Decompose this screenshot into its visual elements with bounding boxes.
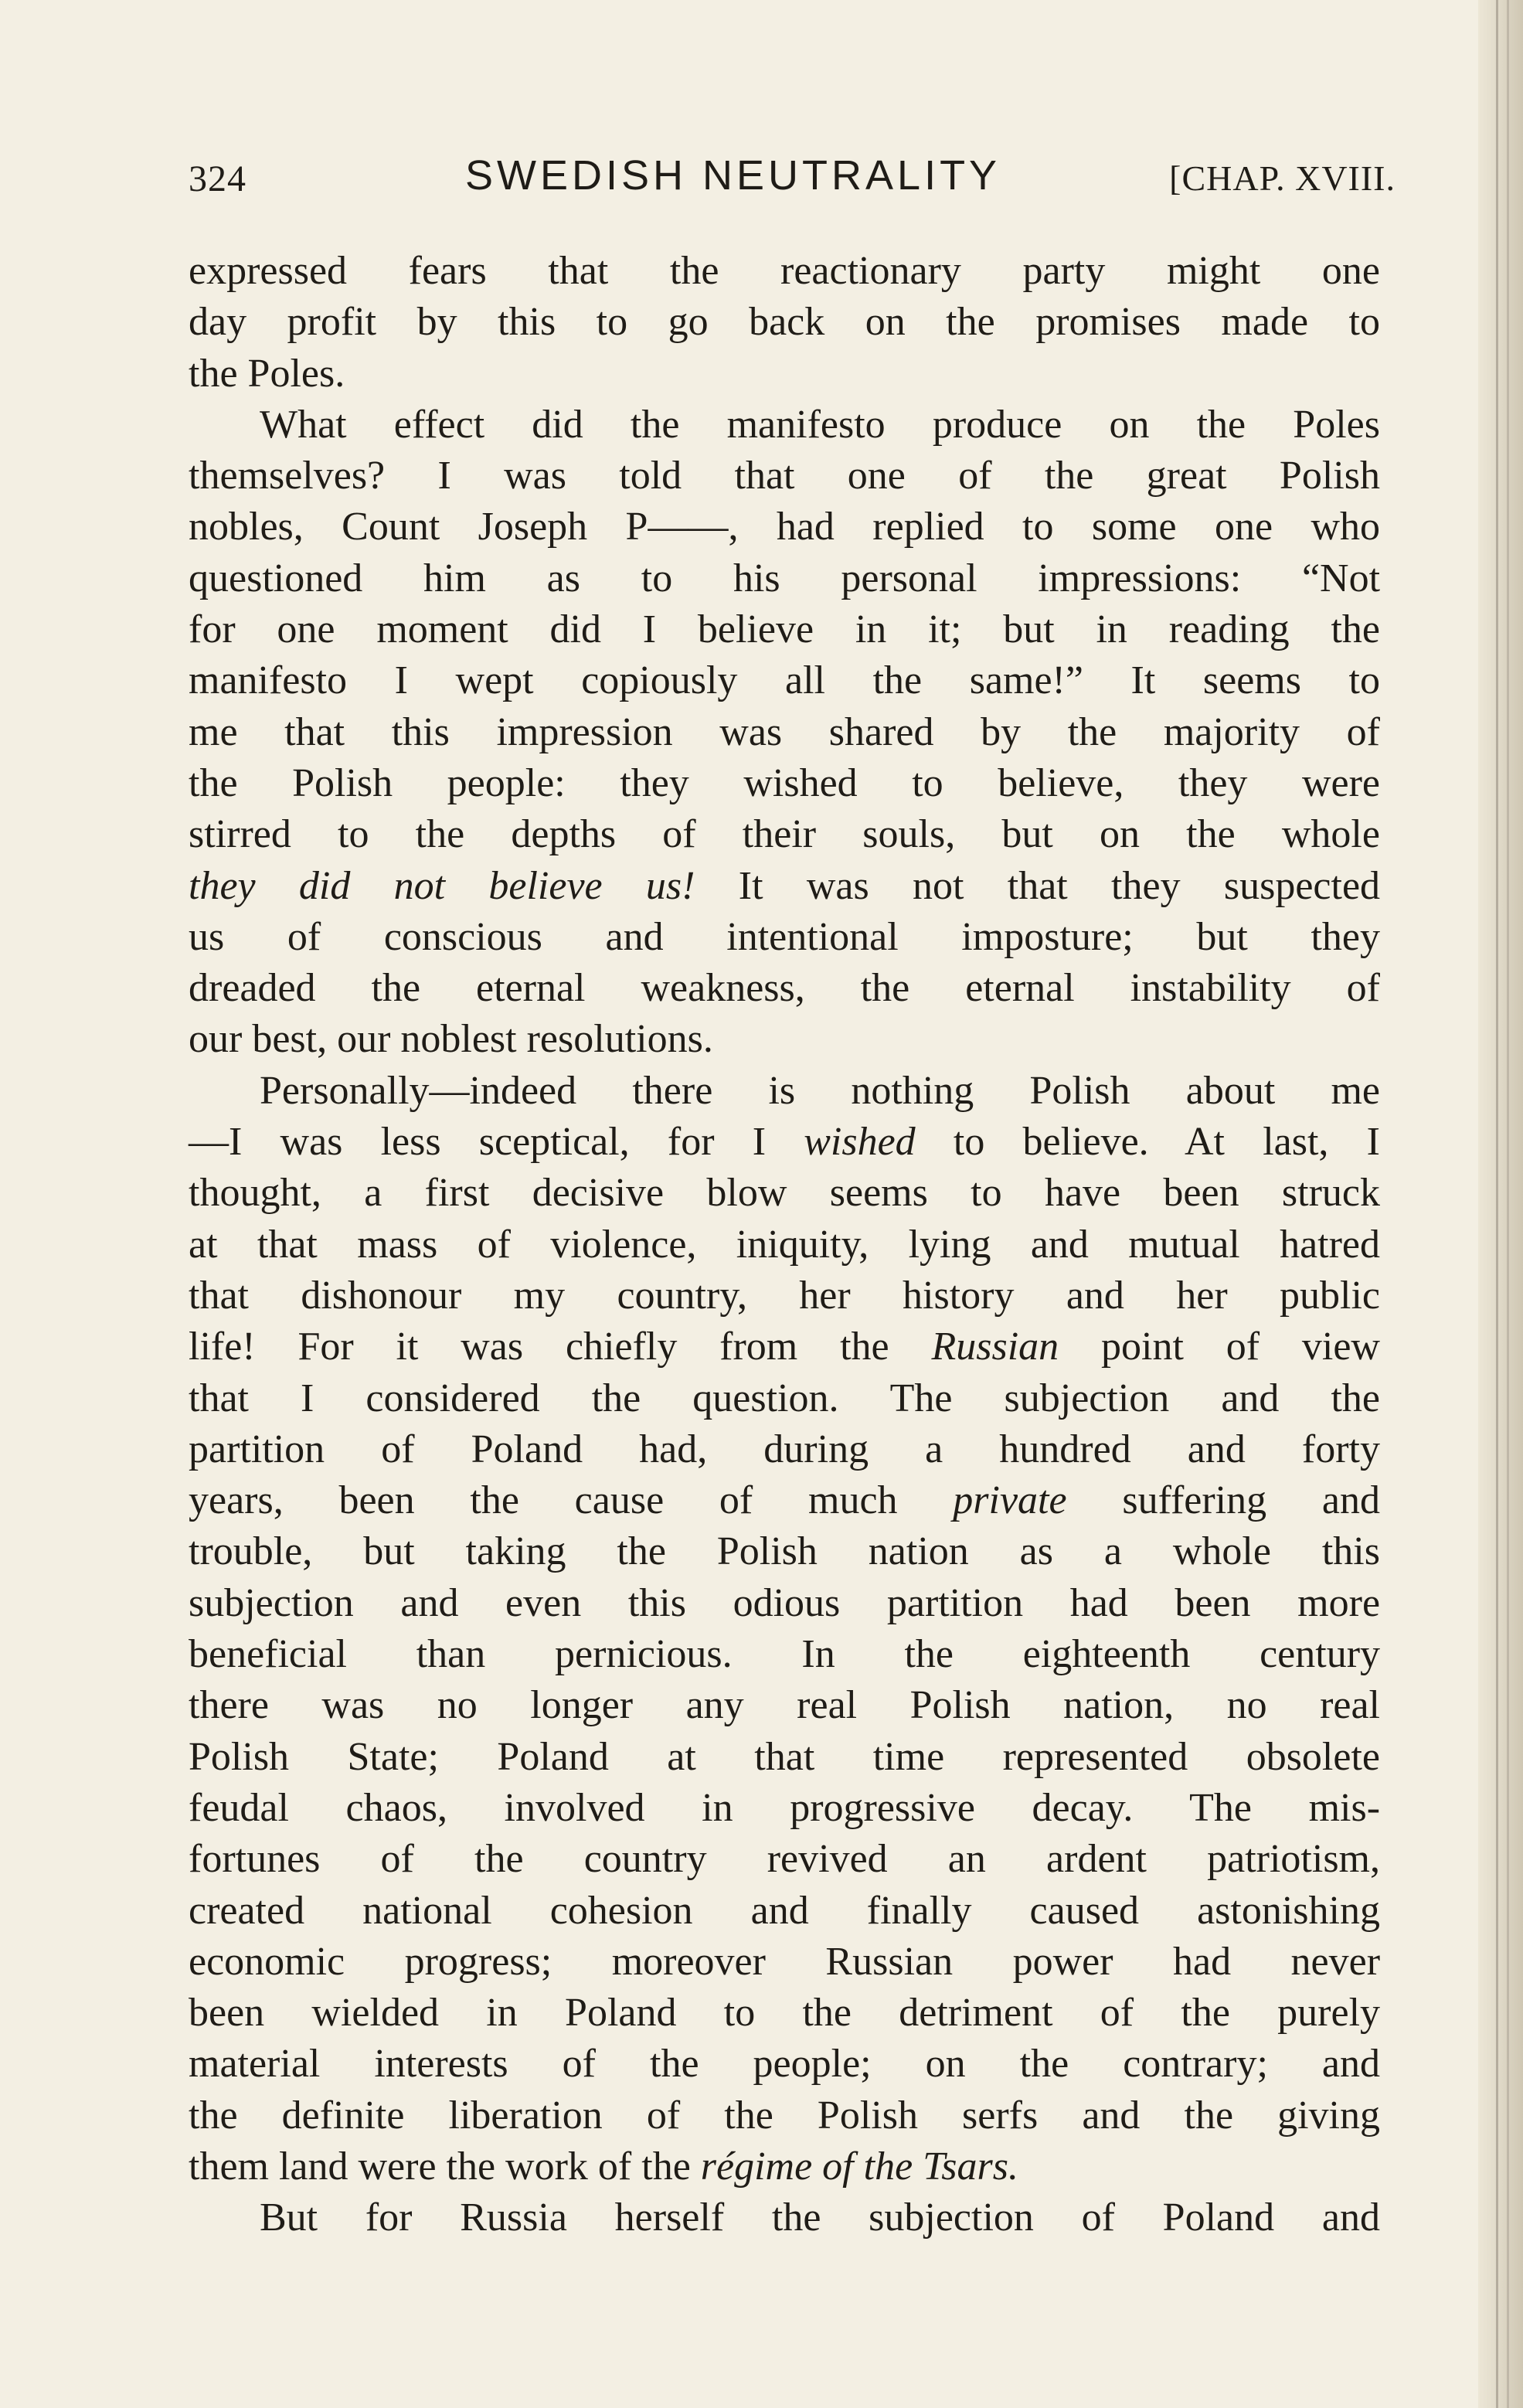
text-line — [189, 963, 1380, 1014]
text-run: the Poles. — [189, 351, 345, 396]
text-line — [189, 400, 1380, 451]
text-run: at that mass of violence, iniquity, lying and mutual hatred — [189, 1222, 1381, 1267]
text-line — [189, 1014, 1380, 1065]
text-line — [189, 912, 1380, 963]
text-line — [189, 1066, 1380, 1117]
text-run: to believe. At last, I — [915, 1120, 1380, 1165]
text-run: point of view — [1059, 1325, 1380, 1369]
text-run: the definite liberation of the Polish serfs and the giving — [189, 2093, 1381, 2138]
page-edge-line — [1507, 0, 1509, 2408]
page-number: 324 — [189, 158, 246, 199]
italic-text-run: wished — [804, 1120, 916, 1165]
text-run: created national cohesion and finally caused astonishing — [189, 1888, 1380, 1933]
text-run: manifesto I wept copiously all the same!” It seems to — [189, 658, 1381, 703]
text-run: feudal chaos, involved in progressive decay. The mis- — [189, 1785, 1381, 1830]
text-run: Personally—indeed there is nothing Polish about me — [260, 1068, 1381, 1113]
text-line — [189, 758, 1380, 809]
text-line — [189, 1732, 1380, 1783]
text-line — [189, 1321, 1380, 1372]
text-run: the Polish people: they wished to believe, they were — [189, 760, 1381, 805]
italic-text-run: Russian — [931, 1325, 1059, 1369]
text-line — [189, 1424, 1380, 1475]
text-line — [189, 2192, 1380, 2243]
text-run: been wielded in Poland to the detriment of the purely — [189, 1991, 1381, 2036]
text-line — [189, 1937, 1380, 1988]
text-run: day profit by this to go back on the promises made to — [189, 300, 1380, 345]
text-line — [189, 1168, 1380, 1219]
text-run: stirred to the depths of their souls, but on the whole — [189, 812, 1380, 857]
text-run: that dishonour my country, her history and her public — [189, 1273, 1380, 1318]
running-head: SWEDISH NEUTRALITY — [465, 152, 1001, 199]
text-line — [189, 1783, 1380, 1834]
text-run: us of conscious and intentional imposture; but they — [189, 914, 1380, 959]
chapter-reference: [CHAP. XVIII. — [1169, 158, 1396, 198]
text-run: It was not that they suspected — [695, 863, 1381, 908]
text-run: material interests of the people; on the contrary; and — [189, 2042, 1380, 2087]
text-line — [189, 1629, 1380, 1680]
text-run: there was no longer any real Polish nation, no real — [189, 1683, 1380, 1728]
text-line — [189, 707, 1380, 758]
text-run: expressed fears that the reactionary party might one — [189, 249, 1381, 293]
body-text — [189, 246, 1380, 2244]
text-line — [189, 1680, 1380, 1731]
page-header — [189, 151, 1396, 213]
text-run: thought, a first decisive blow seems to have been struck — [189, 1171, 1381, 1216]
text-line — [189, 1117, 1380, 1168]
text-line — [189, 297, 1380, 348]
text-run: for one moment did I believe in it; but in reading the — [189, 607, 1380, 652]
text-line — [189, 1219, 1380, 1270]
text-run: suffering and — [1066, 1478, 1380, 1523]
text-run: But for Russia herself the subjection of Poland and — [260, 2195, 1380, 2240]
text-run: me that this impression was shared by the majority of — [189, 709, 1380, 754]
text-line — [189, 1373, 1380, 1424]
text-line — [189, 502, 1380, 553]
text-line — [189, 1526, 1380, 1577]
text-run: dreaded the eternal weakness, the eternal instability of — [189, 966, 1380, 1011]
text-run: fortunes of the country revived an ardent patriotism, — [189, 1837, 1381, 1882]
text-run: questioned him as to his personal impressions: “Not — [189, 556, 1381, 600]
text-line — [189, 553, 1380, 604]
italic-text-run: private — [953, 1478, 1067, 1523]
text-line — [189, 1578, 1380, 1629]
text-line — [189, 1988, 1380, 2039]
italic-text-run: régime of the Tsars. — [700, 2144, 1019, 2189]
text-run: Polish State; Poland at that time represented obsolete — [189, 1734, 1380, 1779]
text-line — [189, 861, 1380, 912]
text-line — [189, 451, 1380, 502]
text-run: that I considered the question. The subjection and the — [189, 1376, 1380, 1420]
text-run: partition of Poland had, during a hundred and forty — [189, 1427, 1380, 1471]
text-line — [189, 1886, 1380, 1937]
text-run: subjection and even this odious partition had been more — [189, 1580, 1381, 1625]
text-line — [189, 655, 1380, 706]
text-line — [189, 2090, 1380, 2141]
text-line — [189, 246, 1380, 297]
text-run: our best, our noblest resolutions. — [189, 1017, 713, 1062]
text-run: them land were the work of the — [189, 2144, 701, 2189]
text-line — [189, 604, 1380, 655]
text-line — [189, 349, 1380, 400]
page-edge-shadow — [1478, 0, 1523, 2408]
text-line — [189, 1475, 1380, 1526]
italic-text-run: they did not believe us! — [189, 863, 695, 908]
page-edge-line — [1496, 0, 1498, 2408]
text-run: years, been the cause of much — [189, 1478, 954, 1523]
text-line — [189, 2141, 1380, 2192]
text-run: trouble, but taking the Polish nation as a whole this — [189, 1529, 1380, 1574]
text-line — [189, 1834, 1380, 1885]
text-run: What effect did the manifesto produce on the Poles — [260, 402, 1380, 447]
text-run: —I was less sceptical, for I — [189, 1120, 804, 1165]
text-run: economic progress; moreover Russian power had never — [189, 1939, 1381, 1984]
text-run: beneficial than pernicious. In the eighteenth century — [189, 1632, 1381, 1677]
text-run: themselves? I was told that one of the great Polish — [189, 454, 1380, 498]
text-line — [189, 2039, 1380, 2090]
text-run: life! For it was chiefly from the — [189, 1325, 932, 1369]
text-line — [189, 1270, 1380, 1321]
text-line — [189, 809, 1380, 860]
text-run: nobles, Count Joseph P——, had replied to some one who — [189, 505, 1380, 549]
